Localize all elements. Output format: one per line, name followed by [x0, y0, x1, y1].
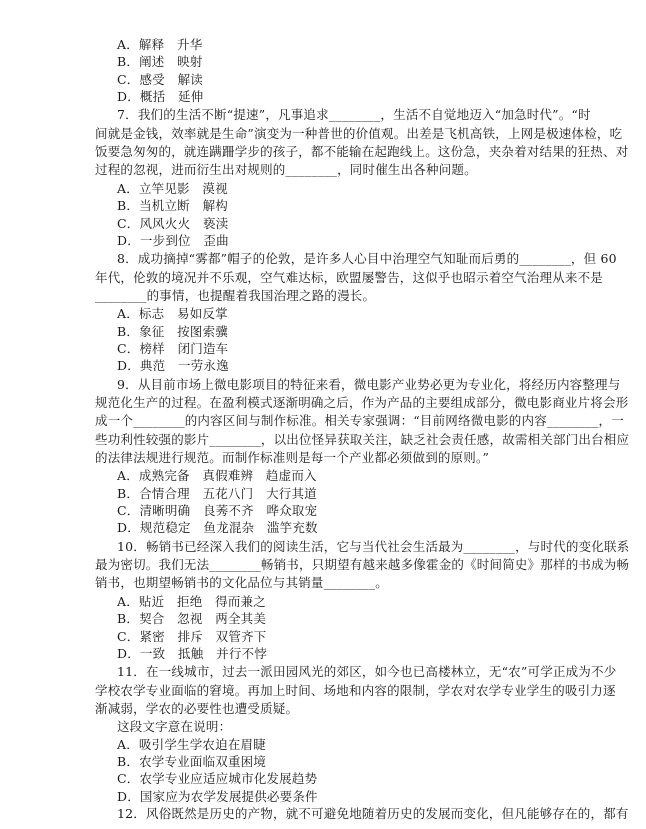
option-6d: D．概括 延伸: [117, 89, 204, 105]
question-11-line-1: 11．在一线城市，过去一派田园风光的郊区，如今也已高楼林立，无“农”可学正成为不少: [117, 664, 617, 680]
question-7-line-3: 饭要急匆匆的，就连蹒跚学步的孩子，都不能输在起跑线上。这份急，夹杂着对结果的狂热、对: [95, 144, 629, 160]
question-8-line-3: ________的事情，也提醒着我国治理之路的漫长。: [95, 287, 376, 303]
option-11a: A．吸引学生学农迫在眉睫: [117, 736, 266, 752]
option-10a: A．贴近 拒绝 得而兼之: [117, 593, 266, 609]
option-9c: C．清晰明确 良莠不齐 哗众取宠: [117, 503, 318, 518]
option-9d: D．规范稳定 鱼龙混杂 滥竽充数: [117, 520, 318, 536]
option-9a: A．成熟完备 真假难辨 趋虚而入: [117, 468, 317, 484]
question-9-line-2: 规范化生产的过程。在盈利模式逐渐明确之后，作为产品的主要组成部分，微电影商业片将会形: [95, 395, 629, 410]
option-10d: D．一致 抵触 并行不悖: [117, 645, 267, 661]
question-11-prompt: 这段文字意在说明：: [117, 719, 232, 735]
question-9-line-1: 9．从目前市场上微电影项目的特征来看，微电影产业势必更为专业化，将经历内容整理与: [117, 376, 621, 392]
question-10-line-2: 最为密切。我们无法________畅销书，只期望有越来越多像霍金的《时间简史》那样的书成为畅: [95, 557, 630, 573]
option-6c: C．感受 解读: [117, 71, 203, 87]
option-8c: C．榜样 闭门造车: [117, 340, 229, 356]
question-7-line-1: 7．我们的生活不断“提速”，凡事追求________，生活不自觉地迈入“加急时代”。“时: [117, 107, 591, 123]
option-8b: B．象征 按图索骥: [117, 323, 228, 339]
option-7a: A．立竿见影 漠视: [117, 180, 228, 196]
question-10-line-3: 销书，也期望畅销书的文化品位与其销量________。: [95, 575, 388, 591]
question-11-line-2: 学校农学专业面临的窘境。再加上时间、场地和内容的限制，学农对农学专业学生的吸引力逐: [95, 682, 616, 698]
option-9b: B．合情合理 五花八门 大行其道: [117, 485, 317, 501]
option-8d: D．典范 一劳永逸: [117, 358, 229, 374]
question-8-line-1: 8．成功摘掉“雾都”帽子的伦敦，是许多人心目中治理空气知耻而后勇的________，但 60: [117, 251, 617, 267]
question-8-line-2: 年代，伦敦的境况并不乐观，空气难达标，欧盟屡警告，这似乎也昭示着空气治理从来不是: [95, 269, 604, 285]
question-9-line-5: 的法律法规进行规范。而制作标准则是每一个产业都必须做到的原则。”: [95, 450, 490, 465]
option-10c: C．紧密 排斥 双管齐下: [117, 628, 267, 644]
option-6a: A．解释 升华: [117, 37, 203, 52]
question-9-line-3: 成一个________的内容区间与制作标准。相关专家强调：“目前网络微电影的内容________，一: [95, 413, 624, 429]
option-8a: A．标志 易如反掌: [117, 306, 228, 322]
option-11c: C．农学专业应适应城市化发展趋势: [117, 771, 318, 787]
option-6b: B．阐述 映射: [117, 54, 203, 70]
option-10b: B．契合 忽视 两全其美: [117, 611, 267, 627]
question-11-line-3: 渐减弱，学农的必要性也遭受质疑。: [95, 700, 299, 716]
question-10-line-1: 10．畅销书已经深入我们的阅读生活，它与当代社会生活最为________，与时代的变化联系: [117, 538, 630, 554]
question-12-line-1: 12．风俗既然是历史的产物，就不可避免地随着历史的发展而变化，但凡能够存在的，都有: [117, 806, 629, 821]
question-7-line-4: 过程的忽视，进而衍生出对规则的________，同时催生出各种问题。: [95, 162, 477, 178]
option-7c: C．风风火火 亵渎: [117, 215, 229, 231]
question-7-line-2: 间就是金钱，效率就是生命”演变为一种普世的价值观。出差是飞机高铁，上网是极速体检，吃: [95, 125, 623, 141]
option-11b: B．农学专业面临双重困境: [117, 753, 267, 769]
question-9-line-4: 些功利性较强的影片________，以出位怪异获取关注，缺乏社会责任感，故需相关部门出台相应: [95, 431, 630, 447]
option-11d: D．国家应为农学发展提供必要条件: [117, 788, 318, 804]
option-7d: D．一步到位 歪曲: [117, 232, 229, 248]
option-7b: B．当机立断 解构: [117, 198, 228, 214]
